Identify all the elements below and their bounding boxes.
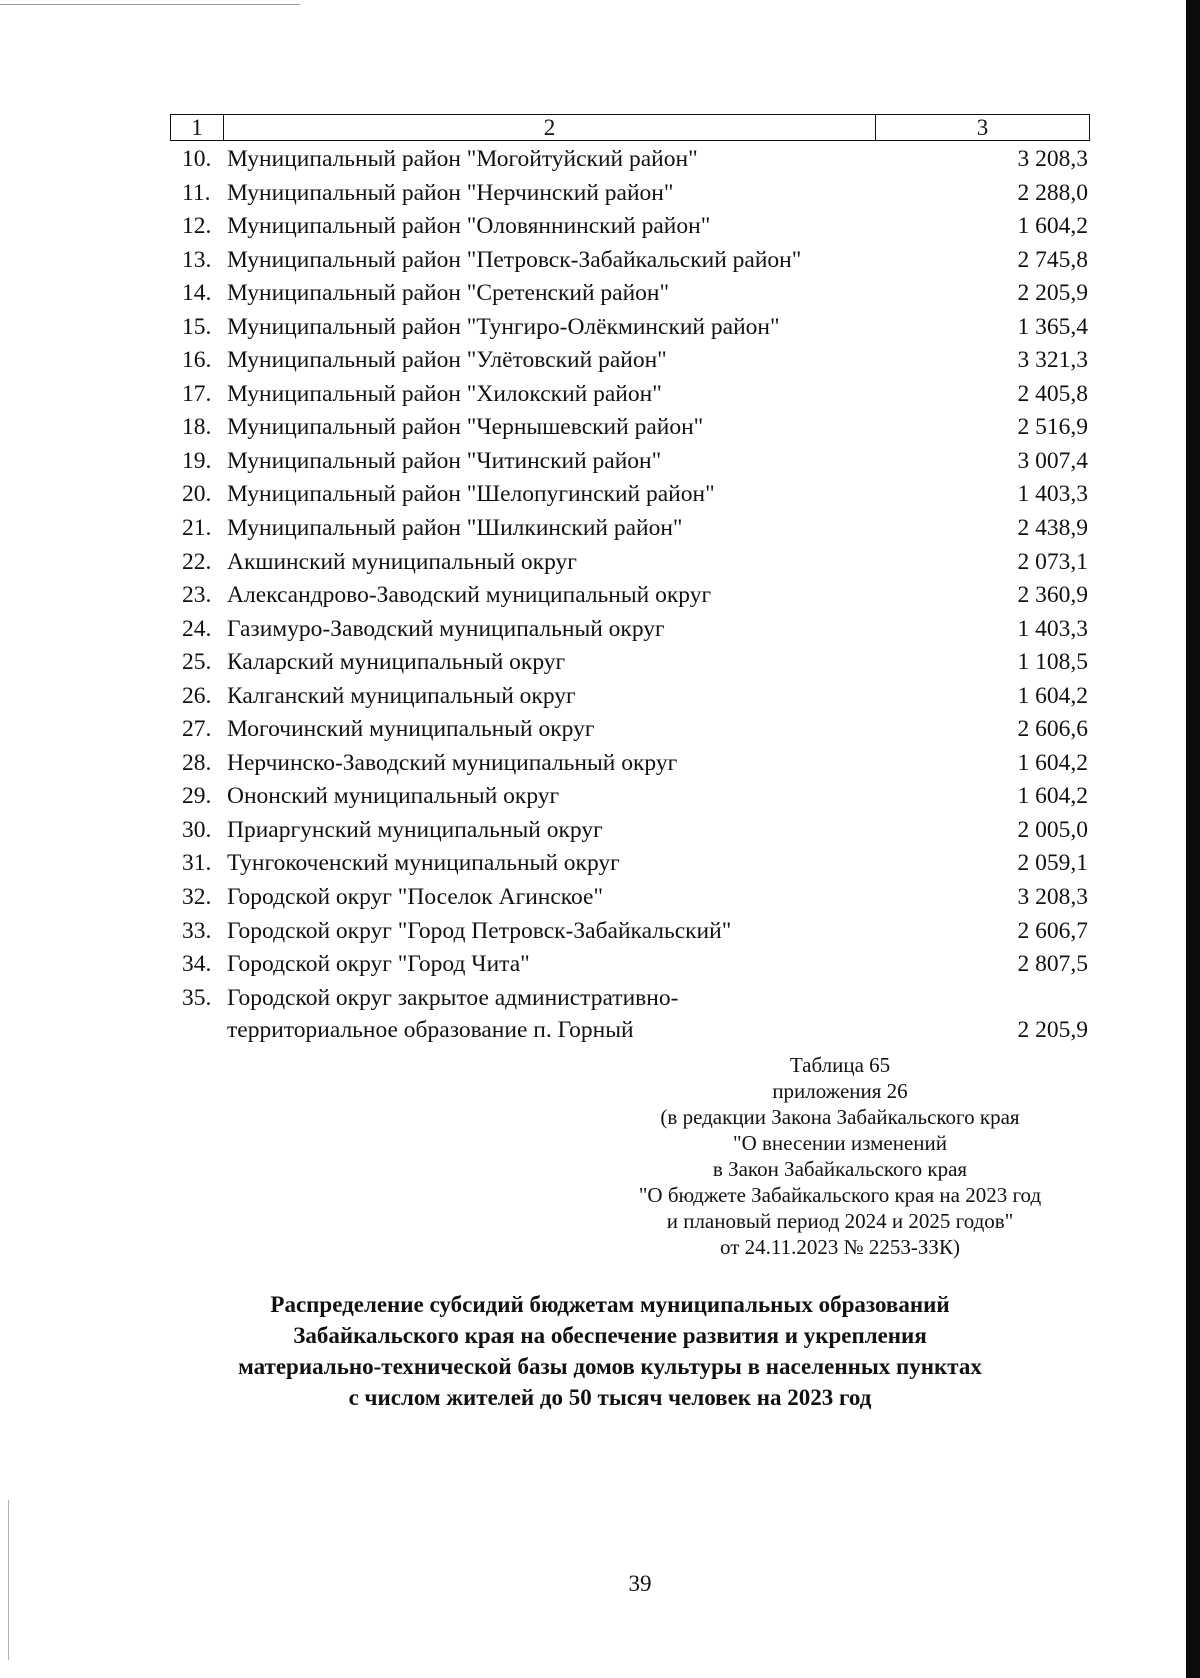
row-name: Газимуро-Заводский муниципальный округ <box>227 615 665 642</box>
note-line: "О внесении изменений <box>733 1131 947 1155</box>
table-row <box>170 344 1090 378</box>
row-value: 2 438,9 <box>1017 515 1088 542</box>
table-row <box>170 478 1090 512</box>
note-line: Таблица 65 <box>789 1053 891 1077</box>
table-row <box>170 982 1090 1046</box>
table-row <box>170 512 1090 546</box>
note-line: и плановый период 2024 и 2025 годов" <box>666 1209 1014 1233</box>
row-number: 14. <box>182 280 212 307</box>
row-name: Муниципальный район "Оловяннинский район" <box>227 213 711 240</box>
row-value: 2 288,0 <box>1017 179 1088 206</box>
row-number: 22. <box>182 548 212 575</box>
row-name <box>227 982 678 1046</box>
row-name: Муниципальный район "Нерчинский район" <box>227 179 674 206</box>
table-row <box>170 378 1090 412</box>
row-name: Городской округ "Поселок Агинское" <box>227 884 604 911</box>
table-row <box>170 747 1090 781</box>
row-name: Александрово-Заводский муниципальный округ <box>227 582 712 609</box>
row-number: 23. <box>182 582 212 609</box>
row-number: 12. <box>182 213 212 240</box>
row-number: 13. <box>182 246 212 273</box>
row-number: 20. <box>182 481 212 508</box>
table-row <box>170 646 1090 680</box>
table-row <box>170 881 1090 915</box>
table-row <box>170 613 1090 647</box>
title-line: материально-технической базы домов культуры в населенных пунктах <box>238 1354 982 1379</box>
table-row <box>170 143 1090 177</box>
row-name-line: Городской округ закрытое административно- <box>227 984 679 1011</box>
title-line: Забайкальского края на обеспечение развития и укрепления <box>293 1323 927 1348</box>
table-row <box>170 713 1090 747</box>
row-value: 2 205,9 <box>1017 1016 1088 1043</box>
row-name: Муниципальный район "Чернышевский район" <box>227 414 704 441</box>
document-title <box>160 1289 1060 1413</box>
row-value: 1 604,2 <box>1017 749 1088 776</box>
row-value: 1 365,4 <box>1017 313 1088 340</box>
row-name: Могочинский муниципальный округ <box>227 716 595 743</box>
row-name: Каларский муниципальный округ <box>227 649 566 676</box>
row-number: 18. <box>182 414 212 441</box>
scan-edge-line <box>8 1500 9 1660</box>
row-value: 1 403,3 <box>1017 481 1088 508</box>
row-number: 15. <box>182 313 212 340</box>
row-number: 31. <box>182 850 212 877</box>
row-number: 16. <box>182 347 212 374</box>
row-name: Городской округ "Город Чита" <box>227 951 530 978</box>
row-number: 10. <box>182 146 212 172</box>
note-line: от 24.11.2023 № 2253-ЗЗК) <box>720 1235 960 1259</box>
row-value: 2 606,7 <box>1017 917 1088 944</box>
table-row <box>170 948 1090 982</box>
row-value: 3 208,3 <box>1017 146 1088 172</box>
row-number: 28. <box>182 749 212 776</box>
row-name: Нерчинско-Заводский муниципальный округ <box>227 749 678 776</box>
row-value: 1 604,2 <box>1017 682 1088 709</box>
note-line: (в редакции Закона Забайкальского края <box>660 1105 1020 1129</box>
row-value: 2 360,9 <box>1017 582 1088 609</box>
table-row <box>170 814 1090 848</box>
row-value: 2 073,1 <box>1017 548 1088 575</box>
row-value: 2 205,9 <box>1017 280 1088 307</box>
row-value: 2 516,9 <box>1017 414 1088 441</box>
scan-edge-line <box>0 4 300 5</box>
row-value: 1 604,2 <box>1017 783 1088 810</box>
row-name: Акшинский муниципальный округ <box>227 548 577 575</box>
row-value: 2 059,1 <box>1017 850 1088 877</box>
row-number: 19. <box>182 447 212 474</box>
row-number: 21. <box>182 515 212 542</box>
scan-edge-shadow <box>1186 0 1200 1678</box>
table-row <box>170 411 1090 445</box>
table-row <box>170 244 1090 278</box>
table-header-cell: 1 <box>171 115 224 140</box>
row-value: 1 403,3 <box>1017 615 1088 642</box>
row-number: 27. <box>182 716 212 743</box>
table-row <box>170 915 1090 949</box>
table-row <box>170 311 1090 345</box>
row-number: 34. <box>182 951 212 978</box>
row-number: 17. <box>182 380 212 407</box>
row-number: 29. <box>182 783 212 810</box>
row-name: Муниципальный район "Читинский район" <box>227 447 662 474</box>
row-name-line: территориальное образование п. Горный <box>227 1016 634 1043</box>
row-name: Муниципальный район "Петровск-Забайкальский район" <box>227 246 802 273</box>
table-row <box>170 579 1090 613</box>
table-row <box>170 780 1090 814</box>
page-number: 39 <box>628 1571 652 1596</box>
row-name: Муниципальный район "Сретенский район" <box>227 280 670 307</box>
row-number: 26. <box>182 682 212 709</box>
subsidy-table <box>170 143 1090 1046</box>
row-value: 1 604,2 <box>1017 213 1088 240</box>
note-line: приложения 26 <box>772 1079 908 1103</box>
table-header-cell: 2 <box>224 115 876 140</box>
row-value: 2 745,8 <box>1017 246 1088 273</box>
row-number: 33. <box>182 917 212 944</box>
row-number: 25. <box>182 649 212 676</box>
row-value: 2 005,0 <box>1017 816 1088 843</box>
row-name: Муниципальный район "Тунгиро-Олёкминский район" <box>227 313 780 340</box>
row-name: Ононский муниципальный округ <box>227 783 560 810</box>
title-line: с числом жителей до 50 тысяч человек на 2023 год <box>348 1385 872 1410</box>
row-name: Муниципальный район "Шилкинский район" <box>227 515 683 542</box>
row-value: 1 108,5 <box>1017 649 1088 676</box>
table-row <box>170 546 1090 580</box>
row-number: 30. <box>182 816 212 843</box>
table-row <box>170 680 1090 714</box>
note-line: "О бюджете Забайкальского края на 2023 год <box>638 1183 1042 1207</box>
table-row <box>170 177 1090 211</box>
row-name: Городской округ "Город Петровск-Забайкальский" <box>227 917 732 944</box>
table-row <box>170 210 1090 244</box>
row-number: 35. <box>182 984 212 1011</box>
row-name: Муниципальный район "Шелопугинский район" <box>227 481 715 508</box>
row-name: Калганский муниципальный округ <box>227 682 576 709</box>
row-value: 3 007,4 <box>1017 447 1088 474</box>
table-row <box>170 847 1090 881</box>
row-number: 24. <box>182 615 212 642</box>
row-value: 2 807,5 <box>1017 951 1088 978</box>
row-name: Муниципальный район "Могойтуйский район" <box>227 146 698 172</box>
row-name: Муниципальный район "Хилокский район" <box>227 380 662 407</box>
table-row <box>170 277 1090 311</box>
appendix-note <box>560 1052 1120 1260</box>
row-value: 3 321,3 <box>1017 347 1088 374</box>
table-header-row <box>170 114 1090 141</box>
row-name: Муниципальный район "Улётовский район" <box>227 347 667 374</box>
row-value: 3 208,3 <box>1017 884 1088 911</box>
row-value: 2 405,8 <box>1017 380 1088 407</box>
table-row <box>170 445 1090 479</box>
note-line: в Закон Забайкальского края <box>712 1157 968 1181</box>
row-name: Тунгокоченский муниципальный округ <box>227 850 620 877</box>
row-number: 32. <box>182 884 212 911</box>
row-name: Приаргунский муниципальный округ <box>227 816 603 843</box>
title-line: Распределение субсидий бюджетам муниципальных образований <box>270 1292 950 1317</box>
table-header-cell: 3 <box>976 115 989 140</box>
row-number: 11. <box>182 179 211 206</box>
row-value: 2 606,6 <box>1017 716 1088 743</box>
